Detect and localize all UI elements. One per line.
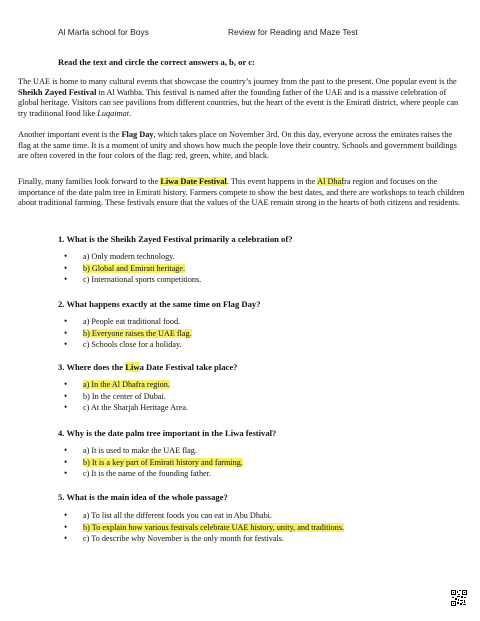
question-4-options — [58, 445, 243, 480]
qr-code-icon — [451, 590, 467, 606]
question-5-options — [58, 510, 344, 545]
option-item[interactable] — [58, 263, 201, 275]
option-item[interactable] — [58, 402, 188, 414]
p3-liwa-festival: Liwa Date Festival — [160, 177, 227, 186]
p1-food-name: Luqaimat — [97, 108, 130, 118]
option-text: c) International sports competitions. — [83, 275, 202, 285]
p3-text-c: . This event happens in the — [226, 177, 318, 186]
option-text-highlighted: b) It is a key part of Emirati history and farming. — [83, 457, 243, 467]
p2-text-c: , which takes place on November 3rd. On this day, everyone across the emirates raises the flag at the same time. It is a moment of unity and shows how much the people love their country. Schools and government buildings are often covered in the four colors of the flag: red, green, white, and black. — [18, 130, 457, 161]
option-text-highlighted: b) To explain how various festivals celebrate UAE history, unity, and traditions. — [83, 522, 345, 532]
question-1: 1. What is the Sheikh Zayed Festival primarily a celebration of? — [58, 234, 293, 244]
option-text: a) People eat traditional food. — [83, 317, 181, 326]
option-item[interactable] — [58, 533, 344, 545]
p1-text-e: . — [129, 108, 132, 118]
q3-text-c: a Date Festival take place? — [139, 362, 238, 372]
q3-text-a: 3. Where does the — [58, 362, 126, 372]
p1-text-a: The UAE is home to many cultural events that showcase the country’s journey from the past to the present. One popular event is the — [18, 77, 457, 86]
option-text: a) To list all the different foods you can eat in Abu Dhabi. — [83, 511, 272, 520]
instructions: Read the text and circle the correct answers a, b, or c: — [58, 57, 255, 67]
question-4: 4. Why is the date palm tree important in the Liwa festival? — [58, 428, 277, 438]
option-item[interactable] — [58, 522, 344, 534]
q3-liwa-highlight: Liw — [125, 362, 140, 372]
passage-paragraph-1 — [18, 77, 466, 119]
passage-paragraph-3 — [18, 177, 466, 209]
question-1-options — [58, 251, 201, 286]
option-text-highlighted: a) In the Al Dhafra region. — [83, 380, 170, 389]
p2-flag-day: Flag Day — [121, 130, 154, 139]
p3-al-dhafra-highlight: Al Dhaf — [317, 177, 345, 186]
option-item[interactable] — [58, 339, 192, 351]
option-item[interactable] — [58, 328, 192, 340]
school-name: Al Marfa school for Boys — [58, 27, 149, 37]
option-text-highlighted: b) Everyone raises the UAE flag. — [83, 328, 192, 338]
option-item[interactable] — [58, 274, 201, 286]
option-text: c) At the Sharjah Heritage Area. — [83, 403, 189, 413]
option-item[interactable] — [58, 468, 243, 480]
question-3-options — [58, 379, 188, 414]
p1-text-c: in Al Wathba. This festival is named after the founding father of the UAE and is a massive celebration of global heritage. Visitors can see pavilions from different countries, but the heart of the event is the Emirati district, where people can try traditional food like — [18, 87, 459, 118]
option-item[interactable] — [58, 445, 243, 457]
option-item[interactable] — [58, 251, 201, 263]
p3-text-e: ra region and focuses on the importance of the date palm tree in Emirati history. Farmers compete to show the best dates, and there are workshops to teach children about traditional farming. These festivals ensure that the values of the UAE remain strong in the hearts of both citizens and residents. — [18, 177, 465, 208]
option-text: b) In the center of Dubai. — [83, 391, 166, 401]
question-3 — [58, 362, 237, 372]
question-2: 2. What happens exactly at the same time on Flag Day? — [58, 299, 261, 309]
option-item[interactable] — [58, 510, 344, 522]
question-5: 5. What is the main idea of the whole passage? — [58, 492, 228, 502]
p2-text-a: Another important event is the — [18, 130, 122, 139]
option-text-highlighted: b) Global and Emirati heritage. — [83, 263, 186, 273]
option-text: a) Only modern technology. — [83, 252, 175, 261]
test-title: Review for Reading and Maze Test — [228, 27, 358, 37]
question-2-options — [58, 316, 192, 351]
p1-festival-name: Sheikh Zayed Festival — [18, 87, 97, 97]
option-text: c) Schools close for a holiday. — [83, 340, 182, 350]
p3-text-a: Finally, many families look forward to the — [18, 177, 161, 186]
option-item[interactable] — [58, 316, 192, 328]
option-text: c) It is the name of the founding father. — [83, 469, 212, 479]
passage-paragraph-2 — [18, 130, 466, 162]
option-item[interactable] — [58, 457, 243, 469]
option-text: a) It is used to make the UAE flag. — [83, 446, 197, 455]
option-text: c) To describe why November is the only month for festivals. — [83, 534, 284, 544]
option-item[interactable] — [58, 379, 188, 391]
option-item[interactable] — [58, 391, 188, 403]
